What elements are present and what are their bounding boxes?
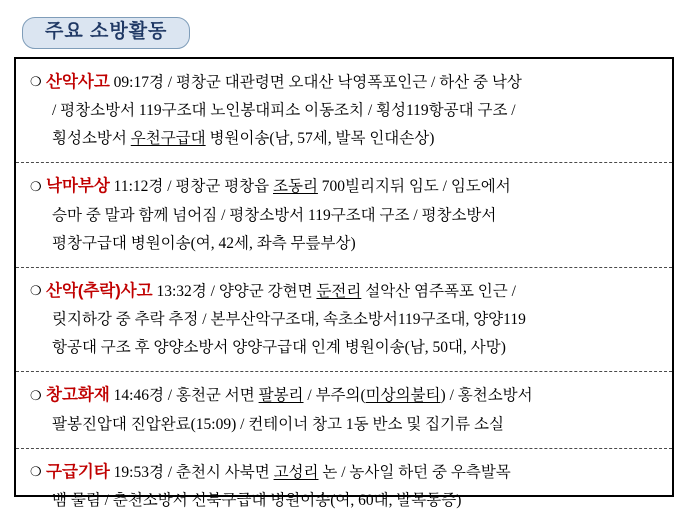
underlined-term: 조동리: [273, 178, 318, 196]
activity-list-box: [14, 57, 674, 510]
entry-text: 13:32경 / 양양군 강현면 둔전리 설악산 염주폭포 인근 /: [156, 282, 516, 300]
entry-line: [30, 97, 662, 125]
entry-text: 11:12경 / 평창군 평창읍 조동리 700빌리지뒤 임도 / 임도에서: [113, 178, 511, 196]
underlined-term: 미상의불티: [365, 387, 441, 405]
entry-line: [30, 381, 662, 410]
entry-line: [30, 230, 662, 258]
page-title-container: [22, 17, 190, 49]
entry-category: 창고화재: [46, 386, 110, 405]
entry-line: [30, 125, 662, 153]
entry-line: [30, 277, 662, 306]
bullet-icon: ❍: [30, 388, 42, 404]
entry-category: 낙마부상: [46, 177, 110, 196]
bullet-icon: ❍: [30, 75, 42, 91]
entry-line: [30, 172, 662, 201]
underlined-term: 고성리: [273, 463, 319, 481]
list-item: [16, 59, 672, 163]
underlined-term: 우천구급대: [130, 130, 206, 148]
entry-category: 구급기타: [46, 462, 110, 481]
entry-text: 릿지하강 중 추락 추정 / 본부산악구조대, 속초소방서119구조대, 양양119: [52, 311, 526, 329]
entry-line: [30, 411, 662, 439]
entry-text: 14:46경 / 홍천군 서면 팔봉리 / 부주의(미상의불티) / 홍천소방서: [113, 387, 533, 405]
list-item: [16, 449, 672, 524]
entry-text: 19:53경 / 춘천시 사북면 고성리 논 / 농사일 하던 중 우측발목: [113, 463, 511, 481]
entry-category: 산악사고: [46, 73, 110, 91]
entry-text: 횡성소방서 우천구급대 병원이송(남, 57세, 발목 인대손상): [52, 130, 435, 148]
list-item: [16, 163, 672, 267]
entry-text: 항공대 구조 후 양양소방서 양양구급대 인계 병원이송(남, 50대, 사망): [52, 339, 506, 357]
entry-line: [30, 306, 662, 334]
entry-category: 산악(추락)사고: [46, 281, 153, 300]
bullet-icon: ❍: [30, 465, 42, 481]
entry-line: [30, 202, 662, 230]
bullet-icon: ❍: [30, 179, 42, 195]
entry-line: [30, 487, 662, 515]
entry-line: [30, 68, 662, 97]
list-item: [16, 268, 672, 372]
entry-text: 승마 중 말과 함께 넘어짐 / 평창소방서 119구조대 구조 / 평창소방서: [52, 206, 497, 224]
activity-entries: [16, 59, 672, 524]
entry-line: [30, 458, 662, 487]
underlined-term: 팔봉리: [258, 387, 304, 405]
entry-text: 뱀 물림 / 춘천소방서 신북구급대 병원이송(여, 60대, 발목통증): [52, 492, 462, 510]
entry-text: 평창구급대 병원이송(여, 42세, 좌측 무릎부상): [52, 234, 356, 252]
entry-text: 09:17경 / 평창군 대관령면 오대산 낙영폭포인근 / 하산 중 낙상: [113, 74, 522, 91]
entry-text: 팔봉진압대 진압완료(15:09) / 컨테이너 창고 1동 반소 및 집기류 소실: [52, 415, 504, 433]
bullet-icon: ❍: [30, 284, 42, 300]
underlined-term: 둔전리: [316, 282, 362, 300]
list-item: [16, 372, 672, 448]
entry-line: [30, 334, 662, 362]
page-title: 주요 소방활동: [22, 17, 190, 49]
entry-text: / 평창소방서 119구조대 노인봉대피소 이동조치 / 횡성119항공대 구조 /: [52, 102, 516, 120]
